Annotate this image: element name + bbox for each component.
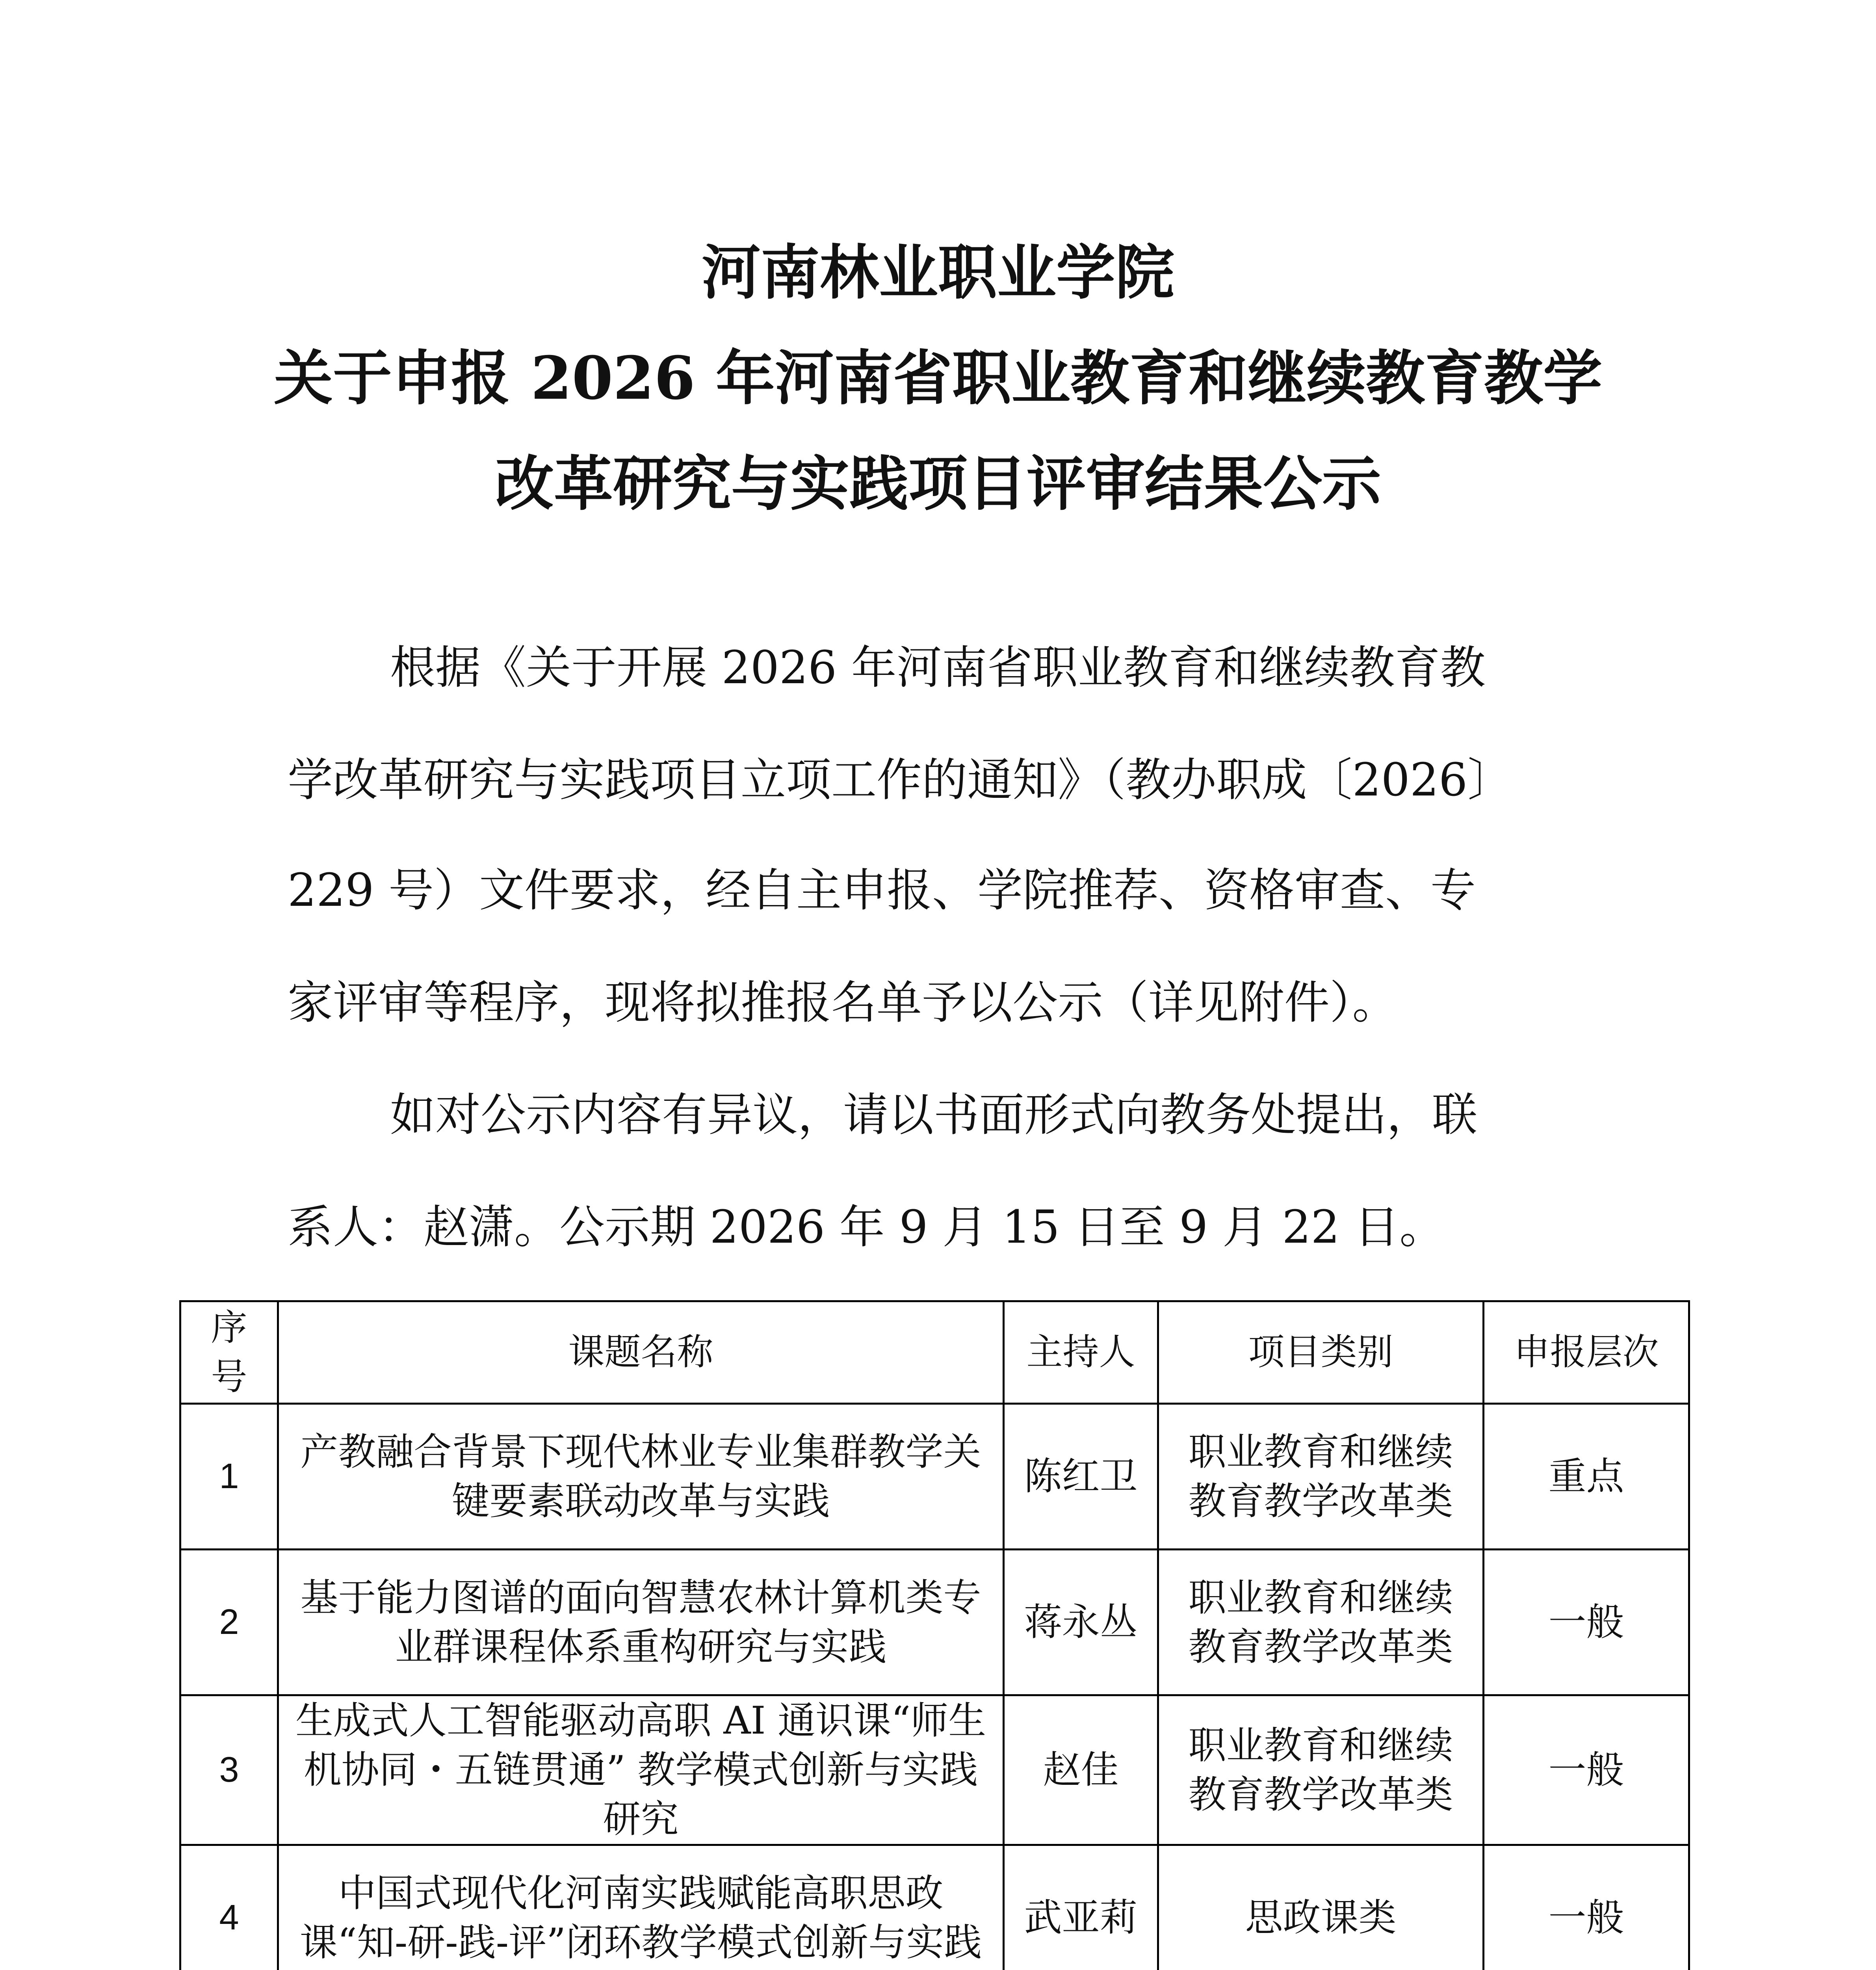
- title-line-2: 关于申报 2026 年河南省职业教育和继续教育教学: [274, 344, 1602, 413]
- header-category: 项目类别: [1158, 1301, 1484, 1404]
- table-header-row: [180, 1301, 1689, 1404]
- cell-seq: 3: [180, 1695, 278, 1845]
- cell-level: 重点: [1484, 1404, 1689, 1550]
- cell-host: 武亚莉: [1004, 1845, 1158, 1970]
- cell-category: 职业教育和继续教育教学改革类: [1158, 1695, 1484, 1845]
- cell-seq: 4: [180, 1845, 278, 1970]
- title-line-1: 河南林业职业学院: [701, 238, 1174, 307]
- cell-category: 思政课类: [1158, 1845, 1484, 1970]
- cell-category: 职业教育和继续教育教学改革类: [1158, 1404, 1484, 1550]
- cell-host: 赵佳: [1004, 1695, 1158, 1845]
- header-level: 申报层次: [1484, 1301, 1689, 1404]
- table-row: [180, 1550, 1689, 1695]
- cell-seq: 2: [180, 1550, 278, 1695]
- table-row: [180, 1845, 1689, 1970]
- header-topic: 课题名称: [278, 1301, 1004, 1404]
- body-line: 学改革研究与实践项目立项工作的通知》（教办职成〔2026〕: [288, 754, 1513, 807]
- body-line: 家评审等程序，现将拟推报名单予以公示（详见附件）。: [288, 976, 1398, 1029]
- header-host: 主持人: [1004, 1301, 1158, 1404]
- body-line: 系人：赵潇。公示期 2026 年 9 月 15 日至 9 月 22 日。: [288, 1201, 1445, 1254]
- title-line-3: 改革研究与实践项目评审结果公示: [494, 449, 1381, 519]
- table-row: [180, 1695, 1689, 1845]
- cell-level: 一般: [1484, 1550, 1689, 1695]
- cell-topic: 基于能力图谱的面向智慧农林计算机类专业群课程体系重构研究与实践: [278, 1550, 1004, 1695]
- cell-seq: 1: [180, 1404, 278, 1550]
- cell-level: 一般: [1484, 1845, 1689, 1970]
- cell-host: 陈红卫: [1004, 1404, 1158, 1550]
- cell-topic: 中国式现代化河南实践赋能高职思政课“知-研-践-评”闭环教学模式创新与实践: [278, 1845, 1004, 1970]
- cell-category: 职业教育和继续教育教学改革类: [1158, 1550, 1484, 1695]
- cell-topic: 产教融合背景下现代林业专业集群教学关键要素联动改革与实践: [278, 1404, 1004, 1550]
- header-seq: 序号: [180, 1301, 278, 1404]
- body-line: 如对公示内容有异议，请以书面形式向教务处提出，联: [390, 1089, 1478, 1141]
- results-table: [179, 1300, 1690, 1970]
- cell-host: 蒋永丛: [1004, 1550, 1158, 1695]
- body-line: 根据《关于开展 2026 年河南省职业教育和继续教育教: [390, 641, 1486, 694]
- table-row: [180, 1404, 1689, 1550]
- cell-topic: 生成式人工智能驱动高职 AI 通识课“师生机协同・五链贯通” 教学模式创新与实践研究: [278, 1695, 1004, 1845]
- cell-level: 一般: [1484, 1695, 1689, 1845]
- body-line: 229 号）文件要求，经自主申报、学院推荐、资格审查、专: [288, 864, 1476, 917]
